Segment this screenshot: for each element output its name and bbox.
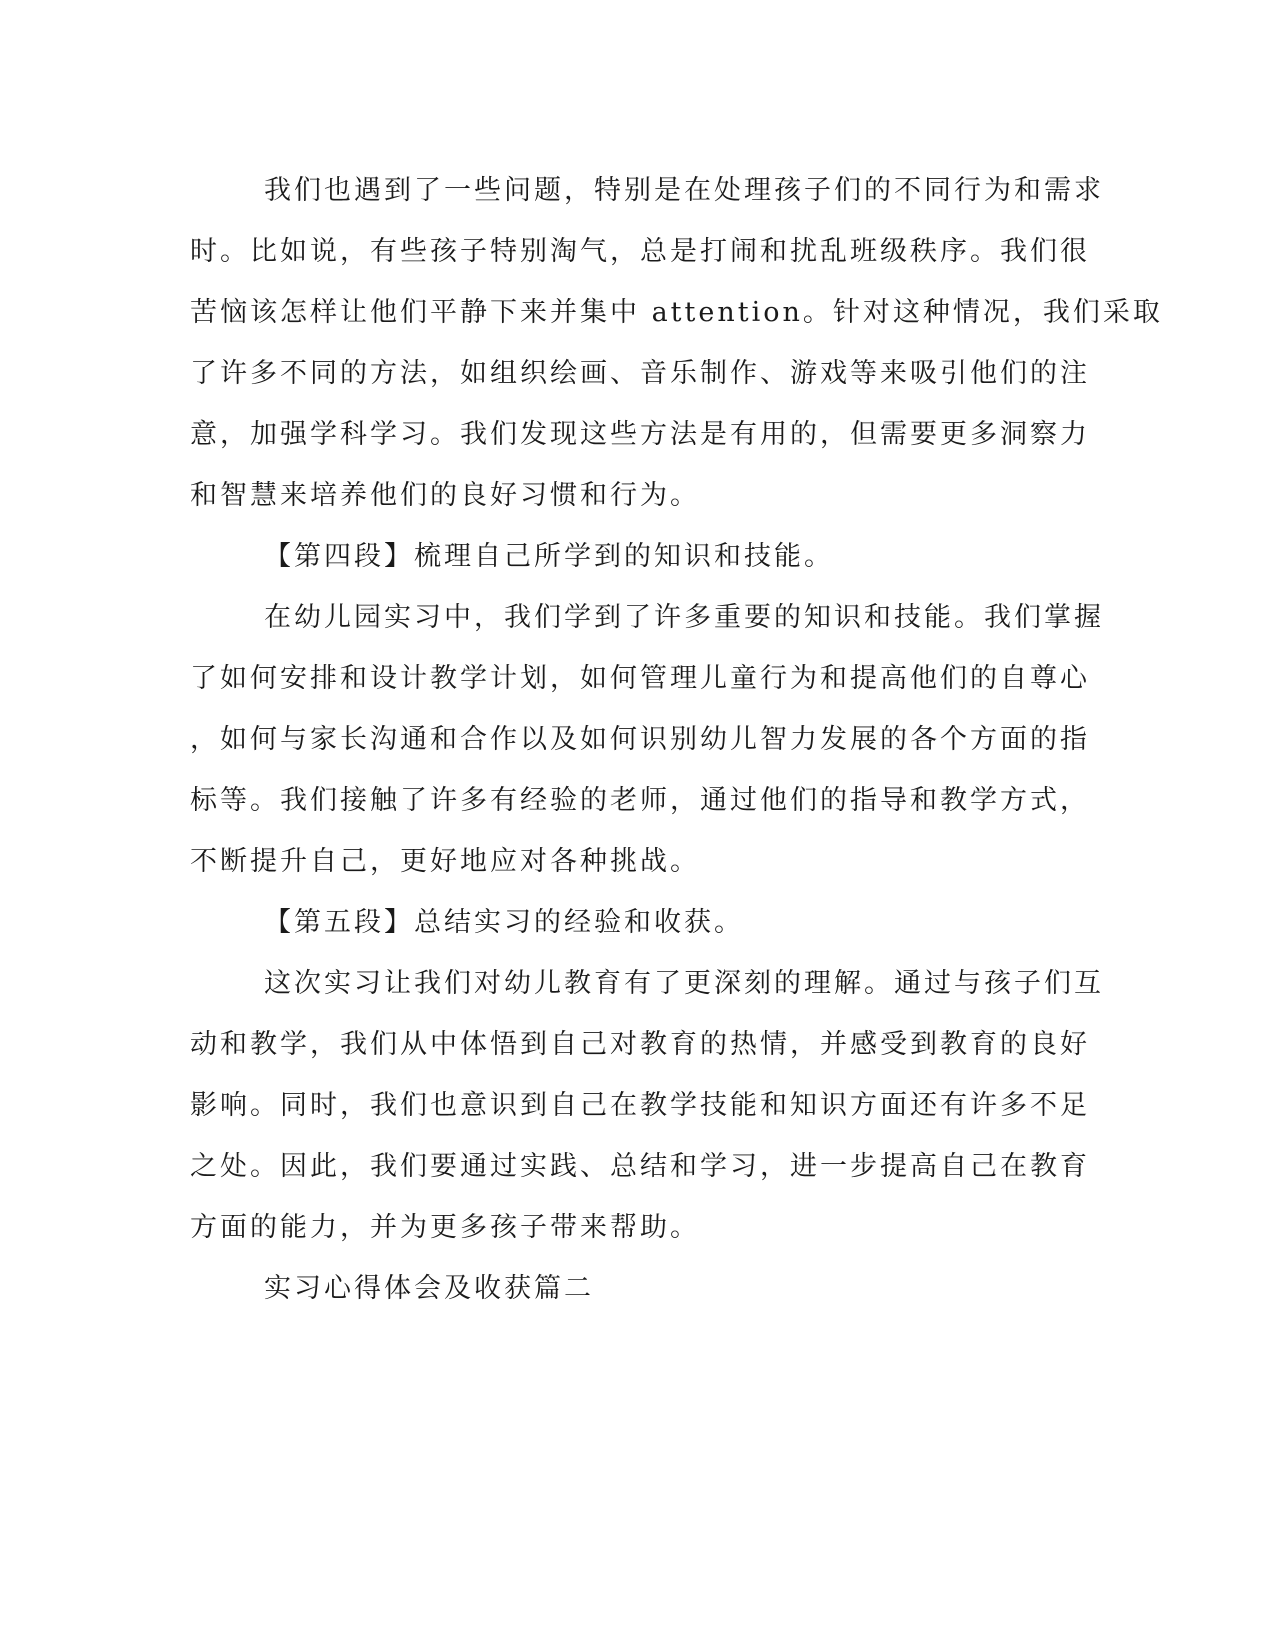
- section-heading-5: [190, 892, 1090, 953]
- text-line: 动和教学，我们从中体悟到自己对教育的热情，并感受到教育的良好: [190, 1029, 1090, 1060]
- text-line: 标等。我们接触了许多有经验的老师，通过他们的指导和教学方式，: [190, 785, 1090, 816]
- paragraph-skills: [190, 587, 1104, 892]
- text-line: 和智慧来培养他们的良好习惯和行为。: [190, 480, 700, 511]
- text-line: ，如何与家长沟通和合作以及如何识别幼儿智力发展的各个方面的指: [190, 724, 1090, 755]
- heading-line: 【第五段】总结实习的经验和收获。: [264, 907, 744, 938]
- paragraph-challenges: [190, 160, 1163, 526]
- text-line: 影响。同时，我们也意识到自己在教学技能和知识方面还有许多不足: [190, 1090, 1090, 1121]
- title-line: 实习心得体会及收获篇二: [264, 1273, 594, 1304]
- text-line: 方面的能力，并为更多孩子带来帮助。: [190, 1212, 700, 1243]
- document-body: [190, 160, 1163, 1319]
- text-line: 时。比如说，有些孩子特别淘气，总是打闹和扰乱班级秩序。我们很: [190, 236, 1090, 267]
- text-line: 之处。因此，我们要通过实践、总结和学习，进一步提高自己在教育: [190, 1151, 1090, 1182]
- section-heading-4: [190, 526, 1090, 587]
- text-line: 意，加强学科学习。我们发现这些方法是有用的，但需要更多洞察力: [190, 419, 1090, 450]
- paragraph-summary: [190, 953, 1104, 1258]
- text-line: 了许多不同的方法，如组织绘画、音乐制作、游戏等来吸引他们的注: [190, 358, 1090, 389]
- part-two-title: [190, 1258, 1090, 1319]
- text-line: 不断提升自己，更好地应对各种挑战。: [190, 846, 700, 877]
- text-line: 在幼儿园实习中，我们学到了许多重要的知识和技能。我们掌握: [264, 602, 1104, 633]
- text-line: 我们也遇到了一些问题，特别是在处理孩子们的不同行为和需求: [264, 175, 1104, 206]
- text-line: 苦恼该怎样让他们平静下来并集中 attention。针对这种情况，我们采取: [190, 297, 1163, 328]
- text-line: 了如何安排和设计教学计划，如何管理儿童行为和提高他们的自尊心: [190, 663, 1090, 694]
- heading-line: 【第四段】梳理自己所学到的知识和技能。: [264, 541, 834, 572]
- text-line: 这次实习让我们对幼儿教育有了更深刻的理解。通过与孩子们互: [264, 968, 1104, 999]
